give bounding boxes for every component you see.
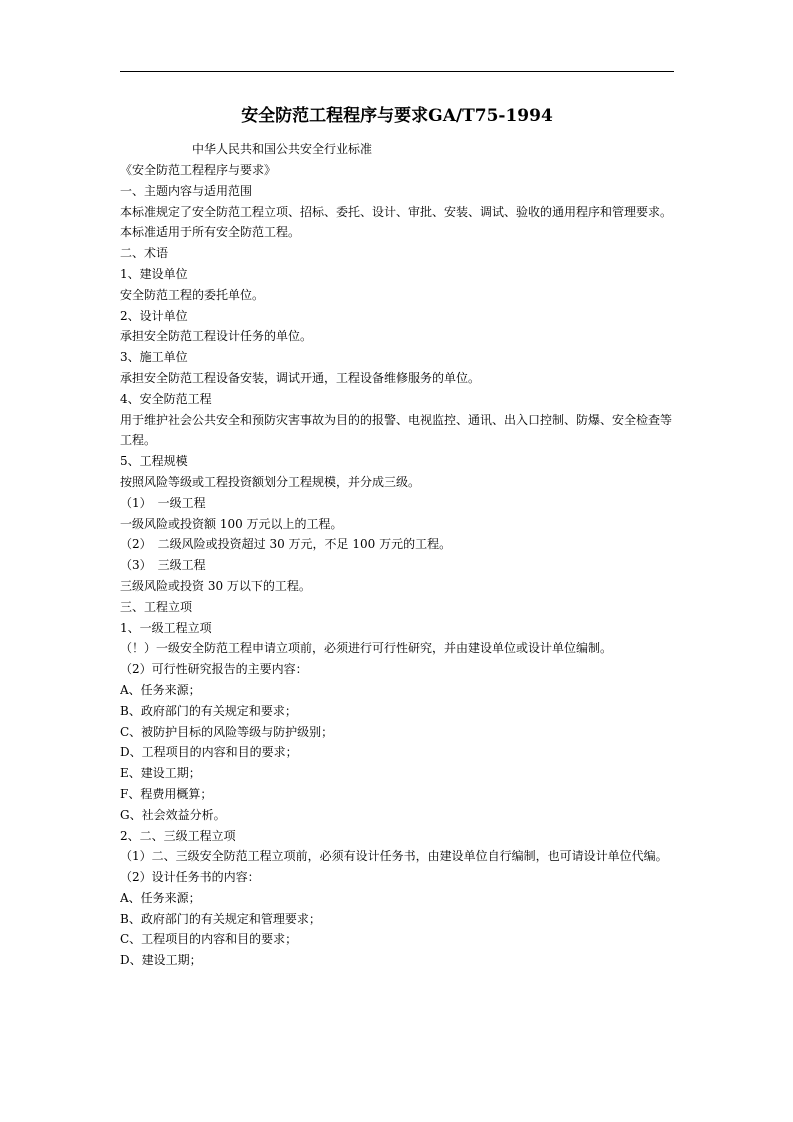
body-paragraph: （1）二、三级安全防范工程立项前，必须有设计任务书，由建设单位自行编制，也可请设计单位代编。 — [120, 849, 668, 864]
body-paragraph: 用于维护社会公共安全和预防灾害事故为目的的报警、电视监控、通讯、出入口控制、防爆、安全检查等工程。 — [120, 412, 673, 448]
body-line: 《安全防范工程程序与要求》 — [120, 163, 277, 177]
list-item: C、工程项目的内容和目的要求； — [120, 932, 298, 947]
body-line: 三级风险或投资 30 万以下的工程。 — [120, 578, 311, 593]
list-item: G、社会效益分析。 — [120, 807, 226, 822]
body-line: 承担安全防范工程设备安装，调试开通，工程设备维修服务的单位。 — [120, 370, 481, 385]
list-item: （1） 一级工程 — [120, 495, 206, 510]
list-item: （2）设计任务书的内容： — [120, 870, 260, 885]
document-body — [120, 160, 678, 971]
section-heading: 一、主题内容与适用范围 — [120, 183, 253, 198]
list-item: A、任务来源； — [120, 890, 201, 905]
list-item: （2）可行性研究报告的主要内容： — [120, 662, 308, 677]
list-item: D、工程项目的内容和目的要求； — [120, 745, 298, 760]
list-item: F、程费用概算； — [120, 786, 213, 801]
term-heading: 4、安全防范工程 — [120, 391, 212, 406]
body-line: 一级风险或投资额 100 万元以上的工程。 — [120, 516, 343, 531]
list-item: E、建设工期； — [120, 766, 201, 781]
document-subtitle: 中华人民共和国公共安全行业标准 — [192, 142, 373, 156]
term-heading: 5、工程规模 — [120, 454, 188, 469]
body-line: 安全防范工程的委托单位。 — [120, 287, 265, 302]
body-paragraph: 本标准规定了安全防范工程立项、招标、委托、设计、审批、安装、调试、验收的通用程序和管理要求。 — [120, 204, 673, 219]
list-item: D、建设工期； — [120, 953, 202, 968]
term-heading: 3、施工单位 — [120, 350, 188, 365]
list-item: （3） 三级工程 — [120, 558, 206, 573]
body-line: （！）一级安全防范工程申请立项前，必须进行可行性研究，并由建设单位或设计单位编制。 — [120, 641, 613, 656]
section-heading: 二、术语 — [120, 246, 169, 261]
body-line: 承担安全防范工程设计任务的单位。 — [120, 329, 313, 344]
body-line: 按照风险等级或工程投资额划分工程规模，并分成三级。 — [120, 474, 421, 489]
term-heading: 1、一级工程立项 — [120, 620, 212, 635]
list-item: C、被防护目标的风险等级与防护级别； — [120, 724, 334, 739]
section-heading: 三、工程立项 — [120, 599, 193, 614]
header-rule — [120, 71, 674, 72]
list-item: B、政府部门的有关规定和管理要求； — [120, 911, 321, 926]
list-item: B、政府部门的有关规定和要求； — [120, 703, 297, 718]
body-line: 本标准适用于所有安全防范工程。 — [120, 225, 301, 240]
document-title: 安全防范工程程序与要求GA/T75-1994 — [241, 106, 553, 126]
term-heading: 2、二、三级工程立项 — [120, 828, 236, 843]
list-item: A、任务来源； — [120, 682, 201, 697]
list-item: （2） 二级风险或投资超过 30 万元，不足 100 万元的工程。 — [120, 537, 452, 552]
term-heading: 1、建设单位 — [120, 266, 188, 281]
term-heading: 2、设计单位 — [120, 308, 188, 323]
